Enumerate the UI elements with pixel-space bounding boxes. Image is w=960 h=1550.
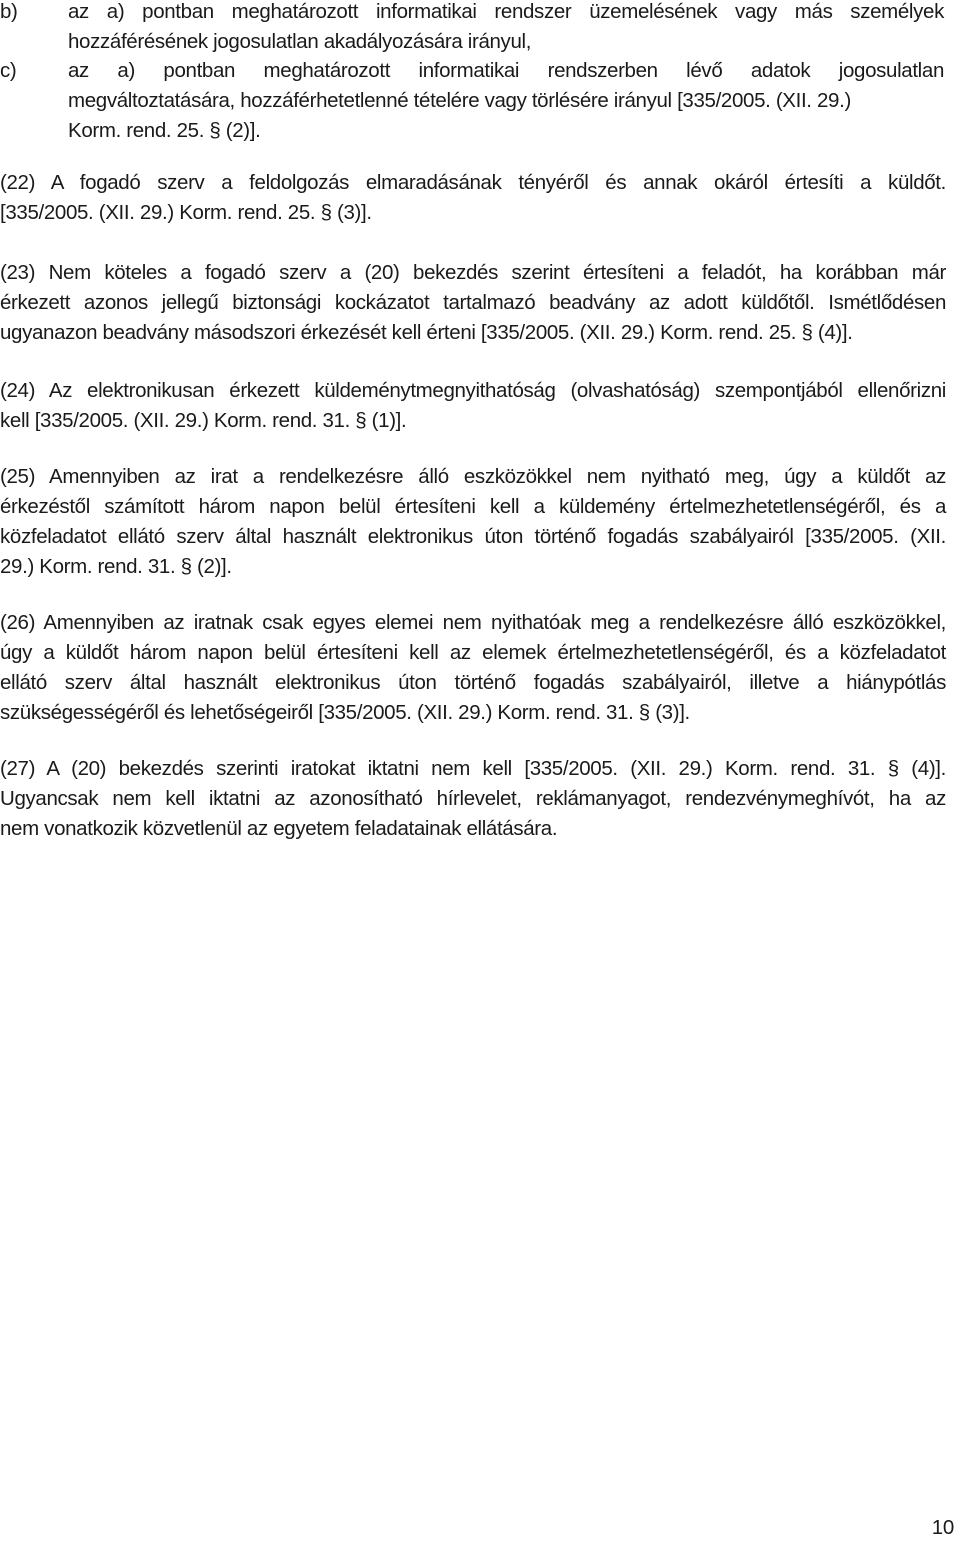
- paragraph-23-line-1: (23) Nem köteles a fogadó szerv a (20) bekezdés szerint értesíteni a feladót, ha korábban már: [0, 261, 946, 284]
- paragraph-26-line-2: úgy a küldőt három napon belül értesíteni kell az elemek értelmezhetetlenségéről, és a közfeladatot: [0, 641, 946, 664]
- paragraph-27-line-3: nem vonatkozik közvetlenül az egyetem feladatainak ellátására.: [0, 817, 558, 840]
- paragraph-23-line-3: ugyanazon beadvány másodszori érkezését kell érteni [335/2005. (XII. 29.) Korm. rend. 25. § (4)].: [0, 321, 853, 344]
- paragraph-26-line-3: ellátó szerv által használt elektronikus úton történő fogadás szabályairól, illetve a hiánypótlás: [0, 671, 946, 694]
- paragraph-22-line-2: [335/2005. (XII. 29.) Korm. rend. 25. § (3)].: [0, 201, 372, 224]
- list-item-c-text-1: az a) pontban meghatározott informatikai rendszerben lévő adatok jogosulatlan: [68, 59, 944, 82]
- list-item-c-line-3: Korm. rend. 25. § (2)].: [68, 119, 261, 142]
- list-item-b-line-2: hozzáférésének jogosulatlan akadályozására irányul,: [68, 30, 532, 53]
- paragraph-23-line-2: érkezett azonos jellegű biztonsági kockázatot tartalmazó beadvány az adott küldőtől. Ismétlődésen: [0, 291, 946, 314]
- paragraph-27-line-2: Ugyancsak nem kell iktatni az azonosítható hírlevelet, reklámanyagot, rendezvénymeghívót, ha az: [0, 787, 946, 810]
- paragraph-26-line-1: (26) Amennyiben az iratnak csak egyes elemei nem nyithatóak meg a rendelkezésre álló eszközökkel,: [0, 611, 946, 634]
- list-item-c-line-2: megváltoztatására, hozzáférhetetlenné tételére vagy törlésére irányul [335/2005. (XII. 29.): [68, 89, 851, 112]
- page-number: 10: [931, 1516, 954, 1539]
- list-item-b-line-1: [0, 0, 944, 28]
- list-marker-b: b): [0, 0, 18, 23]
- list-item-b-text-1: az a) pontban meghatározott informatikai rendszer üzemelésének vagy más személyek: [68, 0, 944, 23]
- paragraph-25-line-2: érkezéstől számított három napon belül értesíteni kell a küldemény értelmezhetetlenségéről, és a: [0, 495, 946, 518]
- list-item-c-line-1: [0, 55, 944, 87]
- paragraph-22-line-1: (22) A fogadó szerv a feldolgozás elmaradásának tényéről és annak okáról értesíti a küldőt.: [0, 171, 946, 194]
- list-marker-c: c): [0, 59, 17, 82]
- paragraph-24-line-1: (24) Az elektronikusan érkezett küldeménytmegnyithatóság (olvashatóság) szempontjából ellenőrizni: [0, 379, 946, 402]
- paragraph-24-line-2: kell [335/2005. (XII. 29.) Korm. rend. 31. § (1)].: [0, 409, 407, 432]
- paragraph-25-line-4: 29.) Korm. rend. 31. § (2)].: [0, 555, 232, 578]
- paragraph-25-line-1: (25) Amennyiben az irat a rendelkezésre álló eszközökkel nem nyitható meg, úgy a küldőt az: [0, 465, 946, 488]
- paragraph-27-line-1: (27) A (20) bekezdés szerinti iratokat iktatni nem kell [335/2005. (XII. 29.) Korm. rend. 31. § (4)].: [0, 757, 946, 780]
- paragraph-26-line-4: szükségességéről és lehetőségeiről [335/2005. (XII. 29.) Korm. rend. 31. § (3)].: [0, 701, 690, 724]
- paragraph-25-line-3: közfeladatot ellátó szerv által használt elektronikus úton történő fogadás szabályairól [335/2005. (XII.: [0, 525, 946, 548]
